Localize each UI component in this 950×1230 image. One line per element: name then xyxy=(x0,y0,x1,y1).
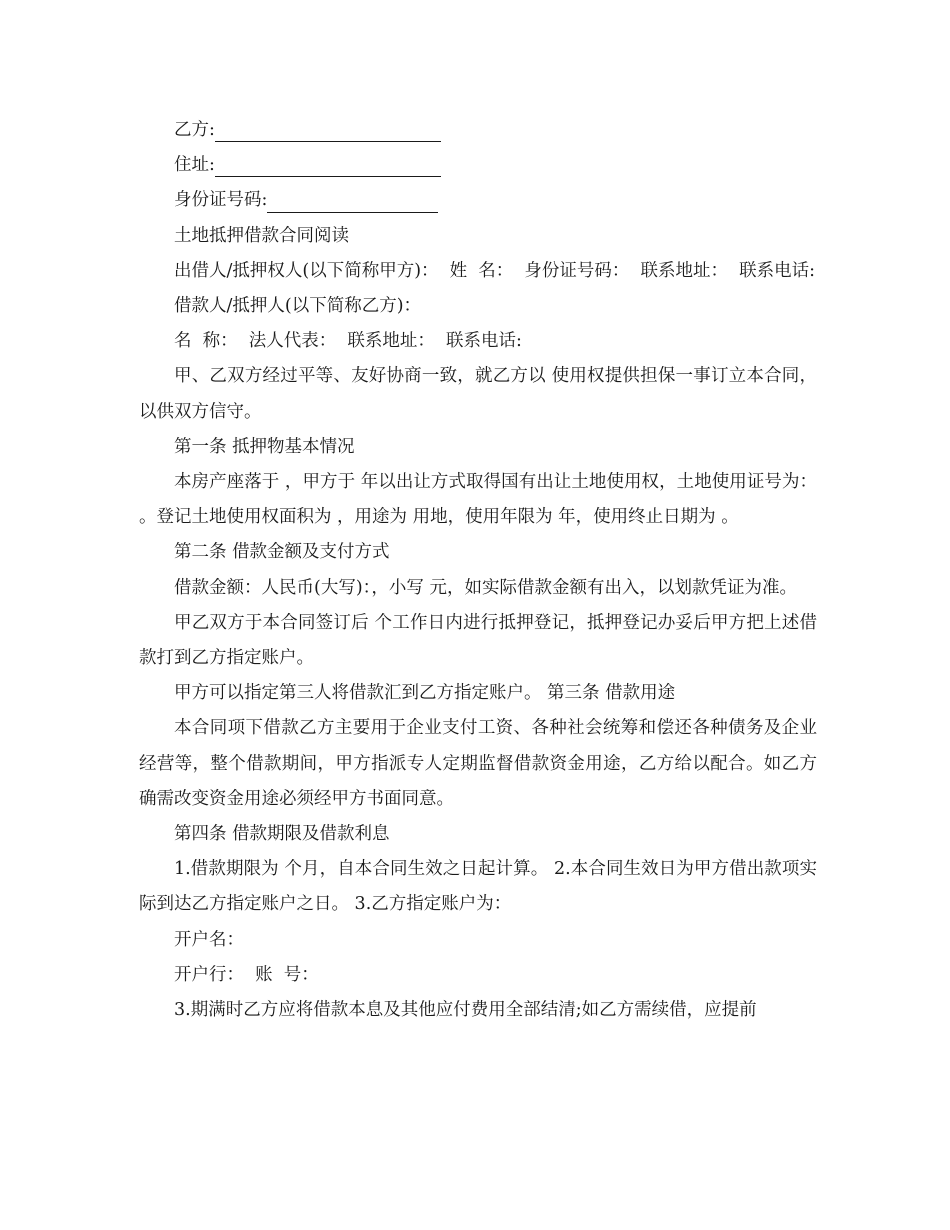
id-number-blank xyxy=(267,192,438,213)
borrower-info: 名 称： 法人代表： 联系地址： 联系电话: xyxy=(174,331,522,352)
intro-paragraph: 甲、乙双方经过平等、友好协商一致，就乙方以 使用权提供担保一事订立本合同，以供双方信守。 xyxy=(139,366,817,422)
lender-info: 出借人/抵押权人(以下简称甲方)： 姓 名： 身份证号码： 联系地址： 联系电话: xyxy=(174,260,816,281)
article-4-body-3: 3.期满时乙方应将借款本息及其他应付费用全部结清;如乙方需续借，应提前 xyxy=(174,1000,757,1021)
party-b-label: 乙方: xyxy=(174,120,215,140)
address-label: 住址: xyxy=(174,155,215,176)
article-4-body-1: 1.借款期限为 个月，自本合同生效之日起计算。 2.本合同生效日为甲方借出款项实际到达乙方指定账户之日。 3.乙方指定账户为： xyxy=(139,859,817,915)
address-blank xyxy=(215,156,441,177)
account-bank: 开户行： 账 号： xyxy=(174,964,319,985)
article-3-body: 本合同项下借款乙方主要用于企业支付工资、各种社会统筹和偿还各种债务及企业经营等，整个借款期间，甲方指派专人定期监督借款资金用途，乙方给以配合。如乙方确需改变资金用途必须经甲方书面同意。 xyxy=(139,718,817,809)
article-2-body-3: 甲方可以指定第三人将借款汇到乙方指定账户。 第三条 借款用途 xyxy=(174,683,676,704)
party-b-field xyxy=(139,113,817,148)
article-1-body: 本房产座落于 ，甲方于 年以出让方式取得国有出让土地使用权，土地使用证号为： 。登记土地使用权面积为 ，用途为 用地，使用年限为 年，使用终止日期为 。 xyxy=(139,472,829,528)
article-2-body-2: 甲乙双方于本合同签订后 个工作日内进行抵押登记，抵押登记办妥后甲方把上述借款打到乙方指定账户。 xyxy=(139,612,817,669)
account-name: 开户名： xyxy=(174,929,244,950)
article-4-title: 第四条 借款期限及借款利息 xyxy=(174,824,390,845)
article-2-body-1: 借款金额：人民币(大写)：，小写 元，如实际借款金额有出入，以划款凭证为准。 xyxy=(174,577,797,598)
party-b-blank xyxy=(215,121,441,142)
article-2-title: 第二条 借款金额及支付方式 xyxy=(174,542,390,563)
id-number-field xyxy=(139,183,817,218)
article-1-title: 第一条 抵押物基本情况 xyxy=(174,436,355,457)
document-body xyxy=(139,113,829,1028)
borrower-heading: 借款人/抵押人(以下简称乙方)： xyxy=(174,296,422,317)
id-number-label: 身份证号码: xyxy=(174,190,268,211)
address-field xyxy=(139,148,817,183)
document-title: 土地抵押借款合同阅读 xyxy=(174,225,349,246)
